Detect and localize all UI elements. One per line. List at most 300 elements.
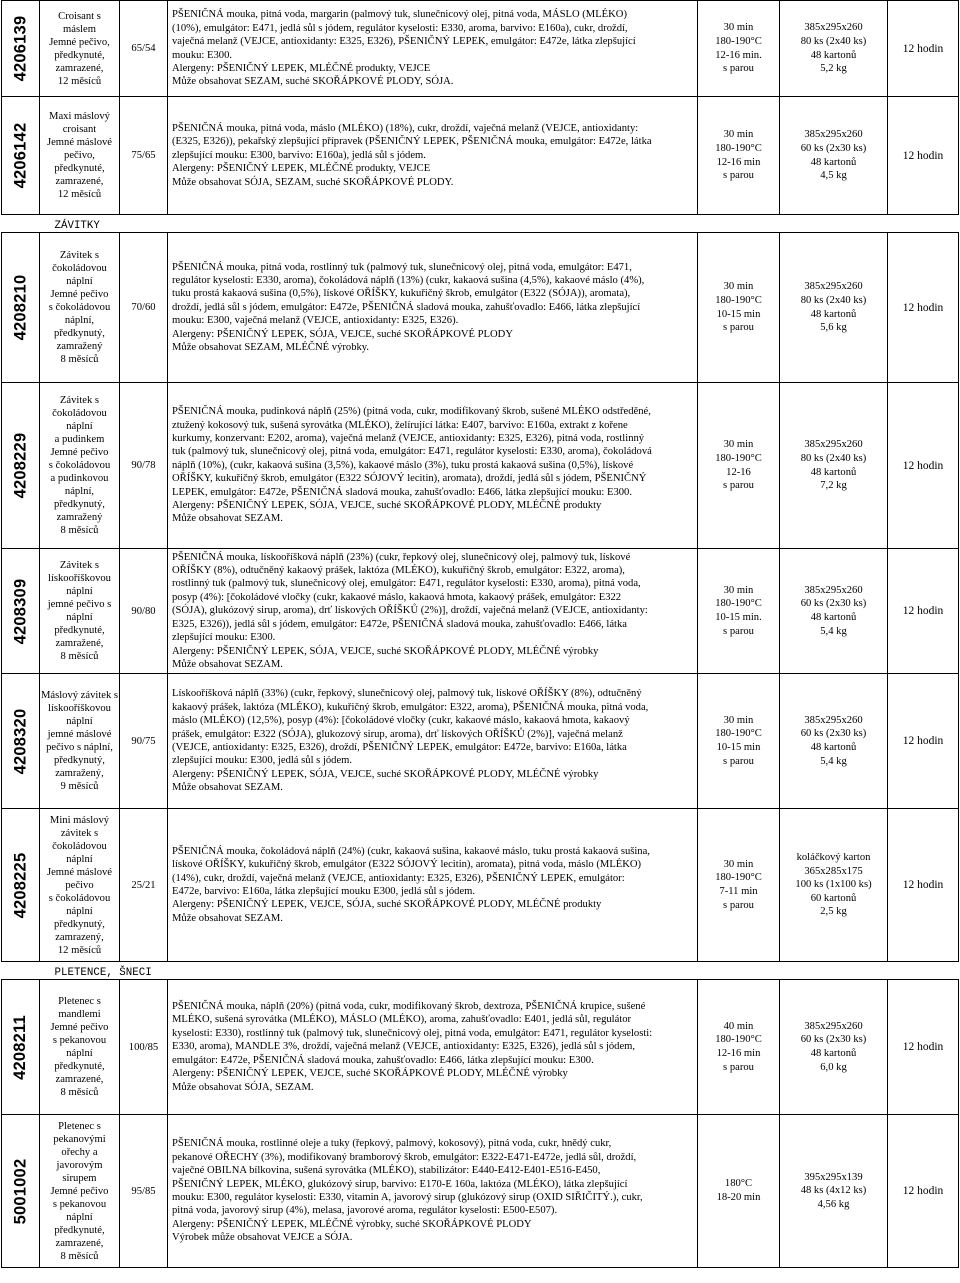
- product-name-line: předkynuté,: [54, 1061, 105, 1072]
- product-name-line: ořechy a: [61, 1146, 98, 1158]
- composition-line: PŠENIČNÁ mouka, pitná voda, margarin (palmový tuk, slunečnicový olej, pitná voda, MÁSLO (MLÉKO): [172, 9, 627, 21]
- baking-line: s parou: [723, 1061, 754, 1073]
- product-name-line: náplní,: [64, 486, 95, 497]
- packaging-line: 80 ks (2x40 ks): [800, 35, 867, 47]
- product-name-line: Pletenec s: [58, 1120, 101, 1132]
- product-row: [2, 383, 959, 549]
- product-name-line: 12 měsíců: [57, 75, 102, 87]
- baking-line: 12-16 min.: [715, 49, 762, 61]
- product-composition: [168, 809, 698, 962]
- baking-line: s parou: [723, 322, 754, 334]
- product-code-cell: [2, 809, 40, 962]
- composition-line: Alergeny: PŠENIČNÝ LEPEK, MLÉČNÉ výrobky, suché SKOŘÁPKOVÉ PLODY: [172, 1218, 532, 1230]
- baking-line: 30 min: [723, 714, 754, 726]
- packaging-line: 385x295x260: [804, 584, 863, 596]
- baking-instructions: [698, 97, 780, 215]
- product-name-line: 12 měsíců: [57, 189, 102, 200]
- baking-line: s parou: [723, 170, 754, 182]
- product-name: [40, 549, 120, 674]
- product-name-line: zamrazené,: [55, 62, 104, 74]
- baking-line: 12-16 min: [716, 156, 761, 168]
- product-name-line: zamrazené,: [55, 176, 104, 187]
- composition-line: (VEJCE, antioxidanty: E325, E326), droždí, PŠENIČNÝ LEPEK, emulgátor: E472e, barvivo: E160a, látka: [172, 742, 627, 753]
- product-row: [2, 1115, 959, 1268]
- baking-line: 30 min: [723, 129, 754, 141]
- composition-line: PŠENIČNÁ mouka, pudinková náplň (25%) (pitná voda, cukr, modifikovaný škrob, sušené MLÉKO odstředěné,: [172, 406, 651, 418]
- product-name: [40, 233, 120, 383]
- composition-line: zlepšující mouku: E300.: [172, 632, 276, 644]
- packaging-line: 60 ks (2x30 ks): [800, 142, 867, 154]
- composition-line: Může obsahovat SEZAM.: [172, 513, 283, 525]
- packaging-line: 5,2 kg: [820, 63, 847, 75]
- composition-line: (SÓJA), glukózový sirup, aroma), drť lískových OŘÍŠKŮ (2%)], droždí, vaječná melanž (VEJCE, antioxidanty:: [172, 605, 648, 617]
- product-name-line: zamražený,: [55, 768, 104, 779]
- composition-line: PŠENIČNÁ mouka, rostlinné oleje a tuky (řepkový, palmový, kokosový), pitná voda, cukr, hnědý cukr,: [172, 1138, 612, 1150]
- product-name: [40, 674, 120, 809]
- product-name-line: předkynuté,: [54, 625, 105, 636]
- product-name-line: Jemné pečivo: [50, 447, 109, 458]
- product-name-line: náplní: [66, 586, 93, 597]
- packaging-line: 385x295x260: [804, 129, 863, 141]
- packaging-line: 5,4 kg: [820, 625, 847, 637]
- composition-line: Alergeny: PŠENIČNÝ LEPEK, SÓJA, VEJCE, suché SKOŘÁPKOVÉ PLODY, MLÉČNÉ výrobky: [172, 645, 599, 657]
- composition-line: tuku prostá kakaová sušina (0,5%), lískové OŘÍŠKY, kukuřičný škrob, emulgátor (E322 (SÓJA)), aromata),: [172, 288, 631, 300]
- product-name-line: 12 měsíců: [57, 944, 102, 956]
- product-name-line: náplní: [66, 612, 93, 623]
- product-name-line: pekanovými: [53, 1133, 106, 1145]
- product-name: [40, 1115, 120, 1268]
- composition-line: Alergeny: PŠENIČNÝ LEPEK, SÓJA, VEJCE, suché SKOŘÁPKOVÉ PLODY, MLÉČNÉ produkty: [172, 500, 602, 512]
- baking-line: 30 min: [723, 281, 754, 293]
- product-composition: [168, 674, 698, 809]
- product-row: [2, 980, 959, 1115]
- product-name-line: máslem: [63, 23, 96, 35]
- composition-line: ztužený kokosový tuk, sušená syrovátka (MLÉKO), želírující látka: E407, barvivo: E160a, extrakt z kořene: [172, 419, 628, 431]
- product-composition: [168, 97, 698, 215]
- product-composition: [168, 383, 698, 549]
- product-name-line: a pudinkovou: [50, 473, 109, 484]
- product-name-line: zamrazené,: [55, 1237, 104, 1249]
- product-name-line: náplní: [66, 905, 93, 917]
- product-name-line: zamrazené,: [55, 1074, 104, 1085]
- product-name-line: Závitek s: [59, 395, 100, 406]
- packaging-line: 5,4 kg: [820, 755, 847, 767]
- product-name-line: náplní: [66, 716, 93, 727]
- product-name-line: předkynuté,: [54, 49, 105, 61]
- baking-line: 7-11 min: [719, 886, 758, 897]
- product-name: [40, 97, 120, 215]
- composition-line: posyp (4%): [čokoládové vločky (cukr, kakaové máslo, kakaová hmota, kakaový prášek, emulgátor: E322: [172, 591, 622, 603]
- product-code: 4208225: [11, 852, 30, 918]
- product-weight: 95/85: [120, 1115, 168, 1268]
- product-name-line: jemné pečivo s: [47, 599, 112, 610]
- baking-line: 30 min: [723, 22, 754, 34]
- baking-line: 12-16 min: [716, 1048, 761, 1059]
- product-code: 4208229: [11, 432, 30, 499]
- composition-line: vaječná melanž (VEJCE, antioxidanty: E325, E326), PŠENIČNÝ LEPEK, emulgátor: E472e, látka zlepšující: [172, 36, 636, 48]
- product-name-line: Jemné pečivo,: [49, 36, 110, 48]
- packaging-line: 48 kartonů: [810, 156, 857, 168]
- product-row: [2, 233, 959, 383]
- product-name-line: náplní: [66, 1048, 93, 1059]
- baking-line: s parou: [723, 625, 754, 637]
- product-name-line: Croisant s: [58, 10, 101, 22]
- composition-line: kurkumy, konzervant: E202, aroma), vaječná melanž (VEJCE, antioxidanty: E325, E326), pitná voda, rostlinný: [172, 432, 645, 444]
- baking-line: 180-190°C: [715, 872, 762, 884]
- composition-line: pitná voda, javorový sirup (4%), melasa, javorové aroma, regulátor kyselosti: E500-E507).: [172, 1205, 558, 1217]
- packaging-info: [780, 980, 888, 1115]
- baking-line: 30 min: [723, 858, 754, 870]
- product-name-line: náplní: [66, 1211, 93, 1223]
- composition-line: mouku: E300.: [172, 49, 233, 61]
- packaging-line: 80 ks (2x40 ks): [800, 294, 867, 306]
- product-code: 4206139: [11, 15, 30, 82]
- baking-instructions: [698, 383, 780, 549]
- product-weight: 100/85: [120, 980, 168, 1115]
- section-label: ZÁVITKY: [54, 220, 100, 232]
- thaw-time: 12 hodin: [888, 1, 959, 97]
- packaging-info: [780, 674, 888, 809]
- product-name-line: Maxi máslový: [49, 111, 110, 122]
- composition-line: PŠENIČNÁ mouka, čokoládová náplň (24%) (cukr, kakaová sušina, kakaové máslo, tuku prostá kakaová sušina,: [172, 845, 650, 857]
- packaging-line: 385x295x260: [804, 1020, 863, 1032]
- product-name-line: javorovým: [56, 1159, 103, 1171]
- packaging-line: 48 kartonů: [810, 1048, 857, 1059]
- packaging-line: 60 kartonů: [810, 892, 857, 904]
- product-name: [40, 980, 120, 1115]
- baking-line: 180-190°C: [715, 728, 762, 740]
- product-name-line: s čokoládovou: [48, 302, 111, 313]
- product-name-line: Máslový závitek s: [40, 690, 119, 701]
- product-row: [2, 1, 959, 97]
- baking-line: 180-190°C: [715, 142, 762, 154]
- composition-line: Alergeny: PŠENIČNÝ LEPEK, MLÉČNÉ produkty, VEJCE: [172, 163, 431, 175]
- composition-line: E472e, barvivo: E160a, látka zlepšující mouku E300, jedlá sůl s jódem.: [172, 886, 476, 897]
- product-code: 4208211: [11, 1014, 30, 1080]
- product-name-line: náplní: [66, 853, 93, 865]
- composition-line: LEPEK, emulgátor: E472e, PŠENIČNÁ sladová mouka, zahušťovadlo: E466, látka zlepšující mouku: E300.: [172, 486, 632, 498]
- composition-line: kyselosti: E330), rostlinný tuk (palmový tuk, slunečnicový olej, pitná voda, emulgátor: E471, regulátor kyselosti:: [172, 1027, 653, 1039]
- composition-line: Alergeny: PŠENIČNÝ LEPEK, SÓJA, VEJCE, suché SKOŘÁPKOVÉ PLODY: [172, 328, 513, 340]
- composition-line: zlepšující mouku: E300, jedlá sůl s jódem.: [172, 755, 353, 767]
- packaging-info: [780, 549, 888, 674]
- product-name-line: s čokoládovou: [48, 892, 111, 904]
- baking-line: 10-15 min: [716, 742, 761, 753]
- product-composition: [168, 233, 698, 383]
- packaging-line: 395x295x139: [804, 1171, 863, 1183]
- composition-line: prášek, emulgátor: E322 (SÓJA), glukozový sirup, aroma), drť lískových OŘÍŠKŮ (2%)], vaječná melanž: [172, 728, 623, 740]
- baking-line: 18-20 min: [716, 1192, 761, 1203]
- packaging-line: 48 kartonů: [810, 308, 857, 320]
- composition-line: Může obsahovat SEZAM.: [172, 658, 283, 670]
- composition-line: Výrobek může obsahovat VEJCE a SÓJA.: [172, 1232, 353, 1244]
- baking-line: s parou: [723, 480, 754, 492]
- composition-line: lískové OŘÍŠKY, kukuřičný škrob, emulgátor (E322 SÓJOVÝ lecitin), aromata), pitná voda, máslo (MLÉKO): [172, 859, 642, 871]
- product-name: [40, 383, 120, 549]
- packaging-info: [780, 809, 888, 962]
- product-name-line: náplní: [66, 421, 93, 432]
- packaging-line: 60 ks (2x30 ks): [800, 598, 867, 610]
- packaging-info: [780, 97, 888, 215]
- composition-line: náplň (10%), (cukr, kakaová sušina (3,5%), kakaové máslo (3%), tuku prostá kakaová sušina (0,5%), lískové: [172, 459, 634, 471]
- product-composition: [168, 1115, 698, 1268]
- composition-line: mouku: E300, regulátor kyselosti: E330, vitamin A, javorový sirup (glukózový sirup (OXID SIŘIČITÝ.), cukr,: [172, 1192, 643, 1203]
- packaging-info: [780, 233, 888, 383]
- product-code-cell: [2, 383, 40, 549]
- packaging-line: 4,56 kg: [817, 1198, 850, 1210]
- composition-line: mouku: E300, vaječná melanž (VEJCE, antioxidanty: E325, E326).: [172, 315, 459, 327]
- composition-line: vaječné OBILNA bílkovina, sušená syrovátka (MLÉKO), stabilizátor: E440-E412-E401-E516-E450,: [172, 1165, 601, 1177]
- product-name: [40, 809, 120, 962]
- composition-line: (10%), emulgátor: E471, jedlá sůl s jódem, regulátor kyselosti: E330, aroma, barvivo: E160a), cukr, droždí,: [172, 22, 628, 34]
- product-row: [2, 809, 959, 962]
- composition-line: pekanové OŘECHY (3%), modifikovaný bramborový škrob, emulgátor: E322-E471-E472e, jedlá sůl, droždí,: [172, 1151, 637, 1163]
- product-name-line: Závitek s: [59, 250, 100, 261]
- packaging-line: 385x295x260: [804, 439, 863, 451]
- section-header: [2, 215, 959, 233]
- product-name-line: Pletenec s: [58, 996, 101, 1007]
- thaw-time: 12 hodin: [888, 809, 959, 962]
- product-name-line: lískooříškovou: [48, 703, 111, 714]
- composition-line: emulgátor: E472e, PŠENIČNÁ sladová mouka, zahušťovadlo: E466, látka zlepšující mouku: E300.: [172, 1054, 594, 1066]
- composition-line: MLÉKO, sušená syrovátka (MLÉKO), MÁSLO (MLÉKO), aroma, zahušťovadlo: E401, jedlá sůl, regulátor: [172, 1014, 632, 1026]
- product-name-line: náplní: [66, 276, 93, 287]
- composition-line: PŠENIČNÝ LEPEK, MLÉKO, glukózový sirup, barvivo: E170-E 160a, laktóza (MLÉKO), látka zlepšující: [172, 1178, 628, 1190]
- product-name-line: čokoládovou: [52, 408, 107, 419]
- packaging-line: koláčkový karton: [796, 852, 871, 864]
- composition-line: Může obsahovat SEZAM, MLÉČNÉ výrobky.: [172, 342, 370, 354]
- packaging-line: 60 ks (2x30 ks): [800, 1034, 867, 1046]
- product-weight: 75/65: [120, 97, 168, 215]
- baking-instructions: [698, 809, 780, 962]
- packaging-line: 2,5 kg: [820, 906, 847, 918]
- composition-line: Alergeny: PŠENIČNÝ LEPEK, SÓJA, VEJCE, suché SKOŘÁPKOVÉ PLODY, MLÉČNÉ výrobky: [172, 768, 599, 780]
- product-name-line: závitek s: [60, 827, 99, 839]
- product-name-line: předkynutý,: [54, 755, 105, 766]
- baking-line: 12-16: [726, 466, 751, 478]
- composition-line: máslo (MLÉKO) (12,5%), posyp (4%): [čokoládové vločky (cukr, kakaové máslo, kakaová hmota, kakaový: [172, 715, 630, 727]
- packaging-info: [780, 1115, 888, 1268]
- section-label: PLETENCE, ŠNECI: [54, 967, 152, 979]
- baking-line: 10-15 min.: [715, 612, 762, 623]
- product-name-line: 8 měsíců: [60, 651, 99, 662]
- composition-line: OŘÍŠKY (8%), odtučněný kakaový prášek, laktóza (MLÉKO), kukuřičný škrob, emulgátor: E322, aroma),: [172, 565, 625, 577]
- product-name-line: Závitek s: [59, 560, 100, 571]
- product-name-line: předkynutý,: [54, 499, 105, 510]
- packaging-line: 6,0 kg: [820, 1061, 847, 1073]
- thaw-time: 12 hodin: [888, 980, 959, 1115]
- product-name-line: čokoládovou: [52, 263, 107, 274]
- product-code: 4206142: [11, 122, 30, 189]
- composition-line: regulátor kyselosti: E330, aroma), čokoládová náplň (13%) (cukr, kakaová sušina (4,5%), kakaové máslo (4%),: [172, 274, 645, 286]
- product-code-cell: [2, 97, 40, 215]
- thaw-time: 12 hodin: [888, 674, 959, 809]
- product-name-line: 8 měsíců: [60, 1250, 99, 1262]
- product-name-line: zamražené,: [55, 638, 104, 649]
- packaging-line: 385x295x260: [804, 281, 863, 293]
- product-name-line: lískooříškovou: [48, 573, 111, 584]
- product-name-line: zamrazený,: [55, 931, 104, 943]
- baking-line: 180-190°C: [715, 35, 762, 47]
- packaging-info: [780, 383, 888, 549]
- product-name-line: zamražený: [56, 341, 103, 352]
- product-name-line: croisant: [62, 124, 97, 135]
- thaw-time: 12 hodin: [888, 1115, 959, 1268]
- packaging-line: 4,5 kg: [820, 170, 847, 182]
- product-code: 4208309: [11, 578, 30, 644]
- product-code: 5001002: [11, 1158, 30, 1224]
- composition-line: PŠENIČNÁ mouka, pitná voda, máslo (MLÉKO) (18%), cukr, droždí, vaječná melanž (VEJCE, antioxidanty:: [172, 122, 639, 134]
- product-name-line: 8 měsíců: [60, 525, 99, 536]
- packaging-line: 385x295x260: [804, 714, 863, 726]
- product-name-line: jemné máslové: [47, 729, 112, 740]
- product-name-line: 8 měsíců: [60, 1087, 99, 1098]
- product-row: [2, 97, 959, 215]
- packaging-line: 48 kartonů: [810, 49, 857, 61]
- product-code: 4208320: [11, 708, 30, 774]
- product-weight: 70/60: [120, 233, 168, 383]
- packaging-line: 48 kartonů: [810, 612, 857, 623]
- composition-line: OŘÍŠKY, kukuřičný škrob, emulgátor (E322 SÓJOVÝ lecitin), aromata), droždí, jedlá sůl s jódem, PŠENIČNÝ: [172, 473, 647, 485]
- product-name-line: Jemné pečivo: [50, 289, 109, 300]
- baking-line: 180-190°C: [715, 1034, 762, 1046]
- composition-line: Může obsahovat SÓJA, SEZAM.: [172, 1081, 314, 1093]
- product-name-line: Jemné pečivo: [50, 1185, 109, 1197]
- composition-line: PŠENIČNÁ mouka, pitná voda, rostlinný tuk (palmový tuk, slunečnicový olej, pitná voda, emulgátor: E471,: [172, 261, 632, 273]
- baking-line: 180-190°C: [715, 598, 762, 610]
- product-name-line: předkynutý,: [54, 328, 105, 339]
- product-name-line: sirupem: [62, 1172, 97, 1184]
- product-name-line: zamražený: [56, 512, 103, 523]
- baking-instructions: [698, 549, 780, 674]
- baking-line: 180-190°C: [715, 294, 762, 306]
- baking-line: s parou: [723, 899, 754, 911]
- packaging-line: 80 ks (2x40 ks): [800, 452, 867, 464]
- product-code-cell: [2, 1, 40, 97]
- product-code-cell: [2, 1115, 40, 1268]
- product-name-line: Mini máslový: [49, 814, 110, 826]
- baking-line: s parou: [723, 63, 754, 75]
- composition-line: Alergeny: PŠENIČNÝ LEPEK, VEJCE, suché SKOŘÁPKOVÉ PLODY, MLÉČNÉ výrobky: [172, 1068, 568, 1080]
- baking-instructions: [698, 980, 780, 1115]
- product-weight: 25/21: [120, 809, 168, 962]
- composition-line: tuk (palmový tuk, slunečnicový olej, pitná voda, emulgátor: E471, regulátor kyselosti: E330, aroma), čokoládová: [172, 446, 652, 458]
- composition-line: Může obsahovat SÓJA, SEZAM, suché SKOŘÁPKOVÉ PLODY.: [172, 176, 454, 188]
- composition-line: Alergeny: PŠENIČNÝ LEPEK, VEJCE, SÓJA, suché SKOŘÁPKOVÉ PLODY, MLÉČNÉ produkty: [172, 899, 602, 911]
- composition-line: E325, E326)), jedlá sůl s jódem, emulgátor: E472e, PŠENIČNÁ sladová mouka, zahušťovadlo: E466, látka: [172, 618, 627, 630]
- product-name-line: s čokoládovou: [48, 460, 111, 471]
- packaging-line: 7,2 kg: [820, 480, 847, 492]
- packaging-line: 60 ks (2x30 ks): [800, 728, 867, 740]
- product-name-line: Jemné pečivo: [50, 1022, 109, 1033]
- product-name-line: 9 měsíců: [60, 781, 99, 792]
- packaging-line: 100 ks (1x100 ks): [795, 879, 872, 891]
- composition-line: E330, aroma), MANDLE 3%, droždí, vaječná melanž (VEJCE, antioxidanty: E325, E326), jedlá sůl s jódem,: [172, 1041, 636, 1053]
- product-composition: [168, 1, 698, 97]
- product-name-line: s pekanovou: [52, 1198, 107, 1210]
- packaging-line: 5,6 kg: [820, 322, 847, 334]
- packaging-line: 48 kartonů: [810, 742, 857, 753]
- product-name: [40, 1, 120, 97]
- product-row: [2, 549, 959, 674]
- product-name-line: a pudinkem: [54, 434, 105, 445]
- thaw-time: 12 hodin: [888, 383, 959, 549]
- product-name-line: předkynuté,: [54, 163, 105, 174]
- product-name-line: pečivo,: [64, 150, 95, 161]
- composition-line: Může obsahovat SEZAM, suché SKOŘÁPKOVÉ PLODY, SÓJA.: [172, 76, 454, 88]
- product-weight: 90/78: [120, 383, 168, 549]
- product-weight: 65/54: [120, 1, 168, 97]
- thaw-time: 12 hodin: [888, 97, 959, 215]
- baking-line: s parou: [723, 755, 754, 767]
- product-weight: 90/75: [120, 674, 168, 809]
- product-name-line: mandlemi: [58, 1009, 101, 1020]
- composition-line: rostlinný tuk (palmový tuk, slunečnicový olej, emulgátor: E471, regulátor kyselosti: E330, aroma), pitná voda,: [172, 578, 641, 590]
- baking-line: 180°C: [724, 1178, 753, 1190]
- thaw-time: 12 hodin: [888, 233, 959, 383]
- packaging-line: 48 ks (4x12 ks): [800, 1185, 867, 1197]
- composition-line: droždí, jedlá sůl s jódem, emulgátor: E472e, PŠENIČNÁ sladová mouka, zahušťovadlo: E466, látka zlepšující: [172, 301, 641, 313]
- baking-line: 180-190°C: [715, 452, 762, 464]
- product-composition: [168, 980, 698, 1115]
- product-code-cell: [2, 549, 40, 674]
- product-name-line: čokoládovou: [52, 840, 107, 852]
- composition-line: Může obsahovat SEZAM.: [172, 912, 283, 924]
- product-composition: [168, 549, 698, 674]
- product-name-line: předkynuté,: [54, 1224, 105, 1236]
- product-row: [2, 674, 959, 809]
- composition-line: kakaový prášek, laktóza (MLÉKO), kukuřičný škrob, emulgátor: E322, aroma), PŠENIČNÁ mouka, pitná voda,: [172, 701, 649, 713]
- packaging-line: 365x285x175: [804, 865, 863, 877]
- product-code: 4208210: [11, 274, 30, 341]
- product-code-cell: [2, 674, 40, 809]
- product-code-cell: [2, 233, 40, 383]
- baking-line: 30 min: [723, 584, 754, 596]
- packaging-info: [780, 1, 888, 97]
- product-weight: 90/80: [120, 549, 168, 674]
- composition-line: zlepšující mouku: E300, barvivo: E160a), jedlá sůl s jódem.: [172, 149, 426, 161]
- product-table: [1, 0, 959, 1268]
- product-name-line: 8 měsíců: [60, 354, 99, 365]
- baking-instructions: [698, 674, 780, 809]
- thaw-time: 12 hodin: [888, 549, 959, 674]
- baking-line: 30 min: [723, 439, 754, 451]
- baking-instructions: [698, 233, 780, 383]
- product-name-line: Jemné máslové: [46, 866, 113, 878]
- baking-instructions: [698, 1, 780, 97]
- product-code-cell: [2, 980, 40, 1115]
- product-name-line: náplní,: [64, 315, 95, 326]
- baking-instructions: [698, 1115, 780, 1268]
- composition-line: Může obsahovat SEZAM.: [172, 782, 283, 794]
- packaging-line: 385x295x260: [804, 22, 863, 34]
- product-name-line: pečivo: [65, 879, 94, 891]
- product-name-line: předkynutý,: [54, 918, 105, 930]
- product-name-line: Jemné máslové: [46, 137, 113, 148]
- section-header: [2, 962, 959, 980]
- composition-line: PŠENIČNÁ mouka, náplň (20%) (pitná voda, cukr, modifikovaný škrob, dextroza, PŠENIČNÁ krupice, sušené: [172, 1001, 646, 1013]
- product-name-line: s pekanovou: [52, 1035, 107, 1046]
- packaging-line: 48 kartonů: [810, 466, 857, 478]
- product-name-line: pečivo s náplní,: [46, 742, 113, 753]
- composition-line: PŠENIČNÁ mouka, lískooříšková náplň (23%) (cukr, řepkový olej, slunečnicový olej, palmový tuk, lískové: [172, 551, 631, 563]
- composition-line: Alergeny: PŠENIČNÝ LEPEK, MLÉČNÉ produkty, VEJCE: [172, 62, 431, 74]
- composition-line: Lískooříšková náplň (33%) (cukr, řepkový, slunečnicový olej, palmový tuk, lískové OŘÍŠKY (8%), odtučněný: [172, 688, 642, 700]
- composition-line: (14%), cukr, droždí, vaječná melanž (VEJCE, antioxidanty: E325, E326), PŠENIČNÝ LEPEK, emulgátor:: [172, 872, 625, 884]
- baking-line: 40 min: [723, 1020, 754, 1032]
- composition-line: (E325, E326)), pekařský zlepšující přípravek (PŠENIČNÝ LEPEK, PŠENIČNÁ mouka, emulgátor: E472e, látka: [172, 136, 652, 148]
- baking-line: 10-15 min: [716, 308, 761, 320]
